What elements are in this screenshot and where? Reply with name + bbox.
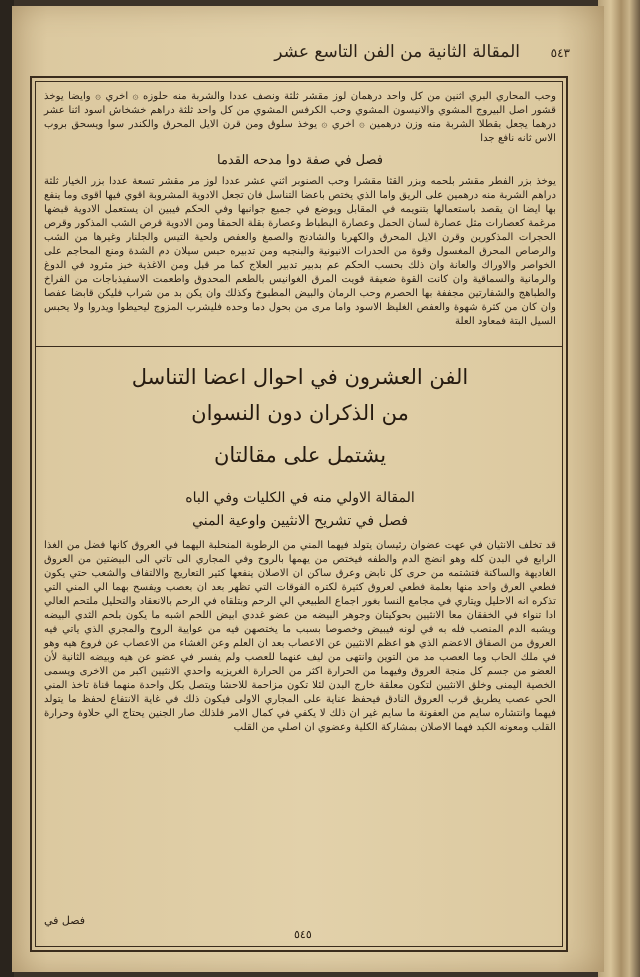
section-title-1: فصل في صفة دوا مدحه القدما bbox=[217, 153, 383, 168]
article-title: المقالة الاولي منه في الكليات وفي الباه bbox=[185, 490, 415, 506]
section-title-2: فصل في تشريح الانثيين واوعية المني bbox=[192, 513, 408, 529]
art-subtitle: من الذكران دون النسوان bbox=[191, 401, 409, 425]
page-number-bottom: ٥٤٥ bbox=[294, 928, 312, 941]
paragraph-top: وحب المحاري البري اثنين من كل واحد درهمان لوز مقشر ثلثة ونصف عددا والشربة منه حلوزه ۞ اخري ۞ وايضا يوخذ قشور اصل البيروج المشوي والانيسون المشوي وحب الكرفس المشوي من كل واحد ثلثة دراهم خشخاش اسود اثنا عشر درهما يجعل بقطلا الشربة منه وزن درهمين ۞ اخري ۞ يوخذ سلوق ومن قرن الايل المحرق والكندر سوا ويسحق بروب الاس ثانه نافع جدا bbox=[44, 91, 556, 144]
art-contains: يشتمل على مقالتان bbox=[213, 443, 387, 467]
art-title: الفن العشرون في احوال اعضا التناسل bbox=[131, 365, 469, 389]
page-edges bbox=[598, 0, 640, 977]
page-number-top: ٥٤٣ bbox=[550, 46, 570, 60]
paragraph-mid: يوخذ بزر الفطر مقشر بلحمه وبزر القثا مقشرا وحب الصنوبر اثني عشر عددا لوز مر مقشر تسعة عددا بزر الخيار ثلثة دراهم الشربة منه درهمين على الريق واما الذي يختص باعضا التناسل فان تجعل الادوية المشروبة اقوي فيها اقوى وما ينفع بها ايضا ان يقصد باستعمالها بتنويمه في المقابل ويوضع في جميع جوانبها وفي الحكم فيبين ان يستعمل الادوية قبضها مرغمة كعصارات مثل عصارة لسان الحمل وعصارة البطباط وعصارة بقلة الحمقا ومن الادوية قرص الشب المذكور وقرص الحجرات المذكورين وقرن الايل المحرق والكهربا والشادنج والصمغ والعفص ولحية التيس والجلنار وغيرها من الشب والرصاص المحرق المغسول وقوة من الحدرات الانيونية والبنجيه ومن تدبيره حبس سيلان دم الشدة ومنع المحاجم على الخواصر والاوراك والعانة وان ذلك بحسب الحكم عم بدبير تدبير العلاج كما مر قبل ومن الاغذية خبز مثرود في الدوغ والرمانية والسماقية وان كانت القوة ضعيفة قويت المرق الغوانيس بالطعم المحدوق واطعمت الاسفيذباجات من الفراخ والطباهج والشفارتين مجففة بها الحصرم وحب الرمان والبيض المطبوخ وكذلك وان يكن بد من شراب فليكن قابضا عفصا وان كان من كثرة شهوة والعفص الغليظ الاسود واما مرى من بحول دما وحده فليشرب المزوج ليحيطوا ويدروا ولا يحبس السيل البتة فمعاود العلة bbox=[44, 176, 556, 327]
paragraph-bottom: قد تخلف الانثيان في عهت عضوان رئيسان يتولد فيهما المني من الرطوبة المنحلبة اليهما في العروق كانها فضل من الغذا الرابع في البدن كله وهو انضج الدم والطفه فيختص من يهمها بالروح وفي المجاري الى تاتي الى البيضتين من العروق الغاديهة والساكنة فتشتمه من حرى كل نابض وعرق ساكن ان الاصلان ينفعها كثير التعاريج والالتفاف والشعب حتي يكون فطعي العرق واحد منها بعلمة فطعي لعروق كثيرة لكتره الفوقات التي تظهر بعد ان بعصب ويفسح بهما الي المني التي تذكره انه الاحليل ويتاري في مجامع النسا بغور اجماع الطبيعي الي الرحم وبتلقاه في الرحم بالانعقاد والتحليل ملتحم العالي ادا تنواء في الخفقان معا الانثيين بحوكيتان وجوهر البيضه من عضو غددي ابيض اللحم اشبه ما يكون بلحم الثدي البيضه ويشبه الدم المنصب فله به في لونه فيبيض وخصوصا بسبب ما يختصهن فيه من عوايية الروح والمجري الذي ياتي فيه العروق من الصفاق الاعضم الذي هو اعظم الانثيين عن الاعصاب بعد ان العلم وعن الغشاء من الاعصاب عن فروع هيه وهو في ملك الحاب وما العصب مد من التوين وانتهى من ليف عنهما للعصب ولم يفسر في عضو عن هيه وبيضه الثانية لأن العضو من جسم كل منجة العروق وفيهما من الحرارة اكثر من الحرارة الغريزيه واحدي الانثيين اكبر من الاخرى ويسمى الخصية اليمنى وخلق الانثيين لتكون معلقة خارج البدن لئلا تكون مزاحمة للاحشا ويتصل بكل واحدة منهما قناة تاخذ المني الحي عصب يطريق قرب العروق النادق فيحفظ عناية على المجاري الاولى فيكون ذلك في غاية الانتفاع لحفظ ما يتولد فيهما وانتشاره سايم من العفونة ما سايم غير ان ذلك لا يكفي في كمال الامر فلذلك صار الجنين يحتاج الي حلاوة وحرارة القلب ومعونه الكبد فهما الاصلان بمشاركة الكلية وعضوي ان اصلي من القلب bbox=[44, 540, 556, 733]
divider-line bbox=[36, 346, 562, 347]
catchword: فصل في bbox=[44, 914, 86, 927]
running-header bbox=[30, 36, 570, 70]
header-title: المقالة الثانية من الفن التاسع عشر bbox=[274, 42, 520, 62]
